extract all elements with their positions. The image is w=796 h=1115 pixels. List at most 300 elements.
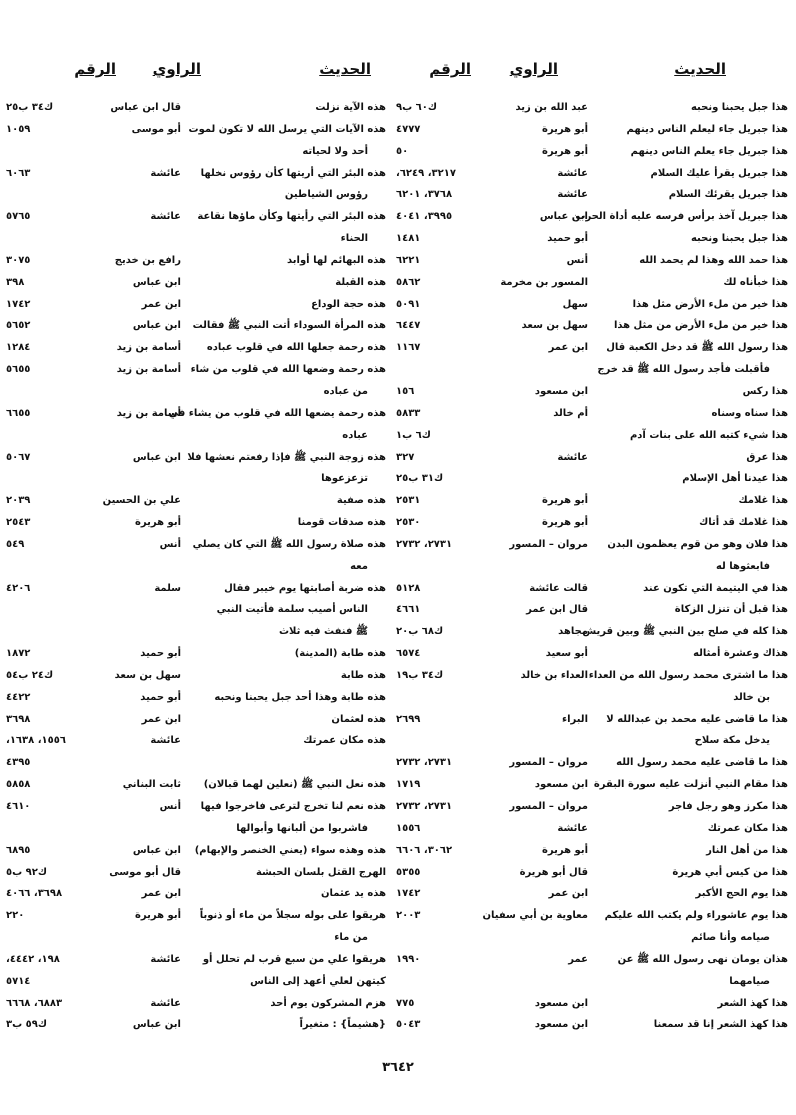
index-entry <box>396 643 788 665</box>
hadith-number: ٢٥٣٠ <box>396 517 421 529</box>
hadith-number: ١٨٧٢ <box>6 648 31 660</box>
index-entry <box>6 840 386 862</box>
hadith-number: ٣٩٨ <box>6 276 25 288</box>
narrator-name: ابن عباس <box>539 211 588 223</box>
narrator-name: سهل بن سعد <box>114 669 181 681</box>
hadith-text: هذا جبريل يقرأ عليك السلام <box>650 167 788 179</box>
hadith-number: ١٤٨١ <box>396 233 421 245</box>
narrator-name: أبو هريرة <box>542 495 588 507</box>
index-entry <box>6 490 386 512</box>
hadith-number: ٥٠٤٣ <box>396 1019 421 1031</box>
hadith-text: هذا سناه وسناه <box>711 407 788 419</box>
continuation-line <box>396 359 788 381</box>
hadith-text: هذا غلامك <box>738 495 788 507</box>
index-entry <box>6 796 386 818</box>
narrator-name: عائشة <box>150 953 181 965</box>
hadith-number: ٦٠٦٣ <box>6 167 31 179</box>
hadith-text: هذا مقام النبي أنزلت عليه سورة البقرة <box>593 779 788 791</box>
hadith-text: هذه لعثمان <box>331 713 386 725</box>
hadith-text: هذه حجة الوداع <box>311 298 386 310</box>
index-entry <box>396 141 788 163</box>
index-entry <box>6 949 386 971</box>
narrator-name: مروان – المسور <box>509 538 588 550</box>
hadith-number: ٤٣٩٥ <box>6 757 31 769</box>
hadith-number: ٥٦٥٥ <box>6 364 31 376</box>
header-hadith-right: الحديث <box>674 60 726 78</box>
hadith-text: هذه نعل النبي ﷺ (نعلين لهما قبالان) <box>203 779 386 791</box>
hadith-text: هذه البهائم لها أوابد <box>287 254 386 266</box>
hadith-number: ١٥٥٦، ١٦٣٨، <box>6 735 66 747</box>
index-entry <box>396 447 788 469</box>
index-entry <box>396 163 788 185</box>
hadith-number: ٢٠٣٩ <box>6 495 31 507</box>
hadith-number: ٣٢٧ <box>396 451 415 463</box>
hadith-text: هذه البئر التي أريتها كأن رؤوس نخلها <box>200 167 386 179</box>
hadith-text: هذه صدقات قومنا <box>297 517 386 529</box>
index-entry <box>396 425 788 447</box>
index-entry <box>6 971 386 993</box>
index-entry <box>6 905 386 927</box>
hadith-number: ١٧١٩ <box>396 779 421 791</box>
index-entry <box>6 687 386 709</box>
narrator-name: أبو سعيد <box>545 648 588 660</box>
index-entry <box>6 730 386 752</box>
narrator-name: عمر <box>568 953 588 965</box>
hadith-number: ٤٤٢٢ <box>6 691 31 703</box>
continuation-line <box>6 818 386 840</box>
hadith-text: فاشربوا من ألبانها وأبوالها <box>236 822 368 834</box>
narrator-name: ابن مسعود <box>534 779 588 791</box>
index-entry <box>396 490 788 512</box>
hadith-text: هذا حمد الله وهذا لم يحمد الله <box>639 254 788 266</box>
index-entry <box>396 862 788 884</box>
hadith-number: ٦٦٥٥ <box>6 407 31 419</box>
narrator-name: سلمة <box>154 582 181 594</box>
header-hadith-left: الحديث <box>319 60 371 78</box>
narrator-name: عائشة <box>150 997 181 1009</box>
narrator-name: أسامة بن زيد <box>116 407 181 419</box>
narrator-name: أبو هريرة <box>542 844 588 856</box>
hadith-text: هذه مكان عمرتك <box>303 735 386 747</box>
hadith-number: ٣٩٩٥، ٤٠٤١ <box>396 211 453 223</box>
hadith-text: هذا خبأناه لك <box>723 276 788 288</box>
narrator-name: سهل <box>562 298 588 310</box>
hadith-text: هذه صلاة رسول الله ﷺ التي كان يصلي <box>192 538 386 550</box>
index-entry <box>6 993 386 1015</box>
hadith-number: ٥٨٦٢ <box>396 276 421 288</box>
hadith-text: هذا يوم عاشوراء ولم يكتب الله عليكم <box>604 910 788 922</box>
continuation-line <box>396 687 788 709</box>
hadith-text: {هشيماً} : متغيراً <box>299 1019 386 1031</box>
hadith-number: ٢٠٠٣ <box>396 910 421 922</box>
hadith-text: هذا في اليتيمة التي تكون عند <box>643 582 788 594</box>
narrator-name: مروان – المسور <box>509 801 588 812</box>
hadith-number: ك٣٤ ب١٩ <box>396 669 444 681</box>
narrator-name: أنس <box>159 538 181 550</box>
hadith-number: ك٦ ب١ <box>396 429 431 441</box>
hadith-text: من عباده <box>323 385 368 397</box>
hadith-text: هذه صفية <box>336 495 386 507</box>
hadith-number: ٣٦٩٨ <box>6 713 31 725</box>
hadith-text: هذا من أهل النار <box>706 844 788 856</box>
narrator-name: ابن عمر <box>141 298 181 310</box>
hadith-text: هذا جبريل جاء يعلم الناس دينهم <box>630 145 788 157</box>
header-number-right: الرقم <box>429 60 471 78</box>
hadith-number: ٢٥٣١ <box>396 495 421 507</box>
continuation-line <box>6 556 386 578</box>
hadith-text: هزم المشركون يوم أحد <box>270 997 386 1009</box>
narrator-name: أم خالد <box>553 407 588 419</box>
hadith-number: ٥٣٥٥ <box>396 866 421 878</box>
hadith-number: ٦٨٩٥ <box>6 844 31 856</box>
hadith-text: هذه الآية نزلت <box>315 102 386 113</box>
hadith-number: ٢٧٣١، ٢٧٣٢ <box>396 757 453 769</box>
index-entry <box>6 206 386 228</box>
index-entry <box>396 119 788 141</box>
index-entry <box>6 315 386 337</box>
hadith-number: ٦٥٧٤ <box>396 648 421 660</box>
hadith-text: هذاك وعشرة أمثاله <box>693 648 788 660</box>
narrator-name: ابن عباس <box>132 844 181 856</box>
hadith-text: هذا جبل يحبنا ونحبه <box>690 233 788 245</box>
narrator-name: ابن مسعود <box>534 385 588 397</box>
narrator-name: ابن عباس <box>132 451 181 463</box>
index-entry <box>396 403 788 425</box>
narrator-name: عائشة <box>557 822 588 834</box>
hadith-text: هذه يد عثمان <box>320 888 386 900</box>
index-entry <box>396 184 788 206</box>
hadith-number: ٢٥٤٣ <box>6 517 31 529</box>
index-entry <box>6 294 386 316</box>
narrator-name: أبو هريرة <box>135 517 181 529</box>
index-entry <box>6 643 386 665</box>
index-entry <box>6 709 386 731</box>
hadith-number: ٥٧٦٥ <box>6 211 31 223</box>
index-entry <box>6 163 386 185</box>
hadith-number: ٥٠٦٧ <box>6 451 31 463</box>
index-entry <box>396 818 788 840</box>
continuation-line <box>6 468 386 490</box>
hadith-number: ١٢٨٤ <box>6 342 31 354</box>
hadith-text: هذا جبريل يقرئك السلام <box>668 189 788 201</box>
index-entry <box>6 1014 386 1036</box>
index-entry <box>396 250 788 272</box>
index-entry <box>396 228 788 250</box>
narrator-name: ابن عباس <box>132 1019 181 1031</box>
narrator-name: البراء <box>561 713 588 725</box>
hadith-text: هذه وهذه سواء (يعني الخنصر والإبهام) <box>194 844 386 856</box>
index-entry <box>6 359 386 381</box>
narrator-name: عائشة <box>557 451 588 463</box>
hadith-text: هذه زوجة النبي ﷺ فإذا رفعتم نعشها فلا <box>187 451 386 463</box>
continuation-line <box>6 228 386 250</box>
hadith-number: ك٥٩ ب٣ <box>6 1019 48 1031</box>
hadith-number: ٢٦٩٩ <box>396 713 421 725</box>
hadith-text: هذا غلامك قد أتاك <box>699 517 788 529</box>
hadith-text: هذه الآيات التي يرسل الله لا تكون لموت <box>188 123 386 135</box>
narrator-name: ابن عمر <box>548 342 588 354</box>
hadith-text: هذا ركس <box>742 385 788 397</box>
hadith-text: هذه رحمة جعلها الله في قلوب عباده <box>206 342 386 354</box>
narrator-name: العداء بن خالد <box>520 669 588 681</box>
hadith-text: أحد ولا لحياته <box>302 145 368 157</box>
narrator-name: المسور بن مخرمة <box>500 276 588 288</box>
hadith-text: بن خالد <box>733 691 770 703</box>
narrator-name: قالت عائشة <box>529 582 588 594</box>
hadith-text: هذا خير من ملء الأرض من مثل هذا <box>613 320 788 332</box>
continuation-line <box>396 730 788 752</box>
hadith-number: ٦٢٢١ <box>396 254 421 266</box>
hadith-text: ﷺ فنفث فيه ثلاث <box>278 626 368 638</box>
hadith-text: هذا خير من ملء الأرض مثل هذا <box>632 298 788 310</box>
hadith-text: يدخل مكة سلاح <box>694 735 770 747</box>
index-entry <box>6 97 386 119</box>
narrator-name: سهل بن سعد <box>521 320 588 332</box>
index-entry <box>396 468 788 490</box>
hadith-number: ك٣١ ب٢٥ <box>396 473 444 485</box>
narrator-name: عبد الله بن زيد <box>515 102 588 113</box>
hadith-number: ٥٠ <box>396 145 409 157</box>
hadith-text: فأقبلت فأجد رسول الله ﷺ قد خرج <box>597 364 770 376</box>
hadith-number: ٥٠٩١ <box>396 298 421 310</box>
hadith-text: تزعزعوها <box>321 473 368 485</box>
hadith-text: هذا رسول الله ﷺ قد دخل الكعبة قال <box>606 342 788 354</box>
narrator-name: عائشة <box>150 211 181 223</box>
page-number: ٣٦٤٢ <box>382 1060 414 1075</box>
index-entry <box>396 840 788 862</box>
narrator-name: أبو حميد <box>547 233 588 245</box>
narrator-name: أنس <box>566 254 588 266</box>
narrator-name: عائشة <box>150 167 181 179</box>
narrator-name: ثابت البناني <box>122 779 181 791</box>
hadith-text: هذه رحمة وضعها الله في قلوب من شاء <box>190 364 386 376</box>
narrator-name: أبو هريرة <box>542 517 588 529</box>
hadith-text: هذان يومان نهى رسول الله ﷺ عن <box>617 953 788 965</box>
index-entry <box>396 578 788 600</box>
hadith-text: هذا كله في صلح بين النبي ﷺ وبين قريش <box>582 626 788 638</box>
hadith-text: هذا عيدنا أهل الإسلام <box>682 473 788 485</box>
hadith-text: هذه طابة وهذا أحد جبل يحبنا ونحبه <box>214 691 386 703</box>
hadith-number: ٣٧٦٨، ٦٢٠١ <box>396 189 453 201</box>
narrator-name: رافع بن خديج <box>114 254 181 266</box>
hadith-text: هذه نعم لنا تخرج لترعى فاخرجوا فيها <box>200 801 386 812</box>
index-entry <box>396 774 788 796</box>
hadith-number: ١٥٦ <box>396 385 415 397</box>
hadith-number: ١٩٩٠ <box>396 953 421 965</box>
narrator-name: عائشة <box>557 189 588 201</box>
hadith-number: ٥٦٥٢ <box>6 320 31 332</box>
hadith-text: هذه ضربة أصابتها يوم خيبر فقال <box>224 582 386 594</box>
hadith-text: هذه طابة <box>340 669 386 681</box>
hadith-text: هذا جبل يحبنا ونحبه <box>690 102 788 113</box>
index-entry <box>396 599 788 621</box>
continuation-line <box>6 621 386 643</box>
narrator-name: أبو هريرة <box>135 910 181 922</box>
hadith-text: هذا كهذ الشعر إنا قد سمعنا <box>653 1019 788 1031</box>
index-entry <box>6 403 386 425</box>
left-index-column <box>6 97 386 1036</box>
hadith-number: ٣٠٦٢، ٦٦٠٦ <box>396 844 453 856</box>
narrator-name: أسامة بن زيد <box>116 342 181 354</box>
index-entry <box>396 621 788 643</box>
hadith-text: هذا كهذ الشعر <box>717 997 788 1009</box>
hadith-number: ٥٤٩ <box>6 538 25 550</box>
continuation-line <box>6 927 386 949</box>
hadith-number: ك٦٨ ب٢٠ <box>396 626 444 638</box>
hadith-text: هذا ما اشترى محمد رسول الله من العداء <box>588 669 788 681</box>
hadith-text: هذا مكان عمرتك <box>707 822 788 834</box>
continuation-line <box>6 141 386 163</box>
index-entry <box>6 119 386 141</box>
narrator-name: ابن مسعود <box>534 997 588 1009</box>
hadith-text: هريقوا علي من سبع قرب لم تحلل أو <box>202 953 386 965</box>
hadith-number: ٦٨٨٣، ٦٦٦٨ <box>6 997 63 1009</box>
hadith-number: ٣٢١٧، ٦٢٤٩، <box>396 167 456 179</box>
hadith-text: صيامهما <box>729 975 770 987</box>
index-entry <box>6 862 386 884</box>
narrator-name: قال أبو هريرة <box>519 866 588 878</box>
header-narrator-left: الراوي <box>152 60 201 78</box>
index-entry <box>396 709 788 731</box>
index-entry <box>396 665 788 687</box>
index-entry <box>396 1014 788 1036</box>
hadith-text: الناس أصيب سلمة فأتيت النبي <box>216 604 368 616</box>
index-entry <box>6 512 386 534</box>
index-entry <box>396 512 788 534</box>
hadith-number: ١١٦٧ <box>396 342 421 354</box>
hadith-text: هذه رحمة يضعها الله في قلوب من يشاء في <box>168 407 386 419</box>
hadith-text: هذه طابة (المدينة) <box>294 648 386 660</box>
header-number-left: الرقم <box>74 60 116 78</box>
hadith-number: ٥١٢٨ <box>396 582 421 594</box>
continuation-line <box>6 184 386 206</box>
index-entry <box>396 752 788 774</box>
hadith-text: صيامه وأنا صائم <box>691 932 770 944</box>
index-entry <box>6 578 386 600</box>
hadith-number: ٢٧٣١، ٢٧٣٢ <box>396 538 453 550</box>
narrator-name: ابن مسعود <box>534 1019 588 1031</box>
narrator-name: مروان – المسور <box>509 757 588 769</box>
hadith-number: ١٧٤٢ <box>396 888 421 900</box>
narrator-name: أبو حميد <box>140 648 181 660</box>
index-entry <box>396 97 788 119</box>
hadith-text: هذا فلان وهو من قوم يعظمون البدن <box>607 538 788 550</box>
index-entry <box>396 294 788 316</box>
narrator-name: قال أبو موسى <box>109 866 181 878</box>
narrator-name: ابن عباس <box>132 320 181 332</box>
index-entry <box>6 752 386 774</box>
hadith-number: ١٧٤٢ <box>6 298 31 310</box>
hadith-number: ٢٧٣١، ٢٧٣٢ <box>396 801 453 812</box>
narrator-name: أبو هريرة <box>542 145 588 157</box>
narrator-name: أبو حميد <box>140 691 181 703</box>
index-entry <box>396 534 788 556</box>
hadith-text: هذا مكرز وهو رجل فاجر <box>668 801 788 812</box>
hadith-number: ٤٢٠٦ <box>6 582 31 594</box>
continuation-line <box>396 971 788 993</box>
hadith-text: الحناء <box>340 233 368 245</box>
narrator-name: أبو موسى <box>131 123 181 135</box>
hadith-text: كيتهن لعلي أعهد إلى الناس <box>250 975 386 987</box>
continuation-line <box>6 425 386 447</box>
index-entry <box>6 250 386 272</box>
narrator-name: أسامة بن زيد <box>116 364 181 376</box>
hadith-text: فابعثوها له <box>715 560 770 572</box>
continuation-line <box>396 927 788 949</box>
hadith-number: ٥٧١٤ <box>6 975 31 987</box>
hadith-text: هذا يوم الحج الأكبر <box>695 888 788 900</box>
hadith-text: هذا ما قاضى عليه محمد بن عبدالله لا <box>606 713 788 725</box>
hadith-number: ٣٠٧٥ <box>6 254 31 266</box>
narrator-name: عائشة <box>557 167 588 179</box>
index-entry <box>6 665 386 687</box>
continuation-line <box>396 556 788 578</box>
hadith-number: ٧٧٥ <box>396 997 415 1009</box>
index-entry <box>6 534 386 556</box>
index-entry <box>396 883 788 905</box>
hadith-number: ٥٨٥٨ <box>6 779 31 791</box>
index-entry <box>396 206 788 228</box>
index-entry <box>6 337 386 359</box>
hadith-text: عباده <box>342 429 368 441</box>
hadith-text: هذا قبل أن تنزل الزكاة <box>674 604 788 616</box>
narrator-name: ابن عمر <box>141 888 181 900</box>
hadith-number: ١٩٨، ٤٤٤٢، <box>6 953 60 965</box>
right-index-column <box>396 97 788 1036</box>
hadith-text: هذا عرق <box>746 451 788 463</box>
hadith-number: ٦٤٤٧ <box>396 320 421 332</box>
hadith-number: ك٦٠ ب٩ <box>396 102 438 113</box>
header-narrator-right: الراوي <box>509 60 558 78</box>
index-entry <box>396 315 788 337</box>
hadith-text: هذه القبلة <box>335 276 386 288</box>
hadith-text: هذا جبريل آخذ برأس فرسه عليه أداة الحرب <box>575 211 788 223</box>
narrator-name: علي بن الحسين <box>102 495 181 507</box>
hadith-text: الهرج القتل بلسان الحبشة <box>255 866 386 878</box>
hadith-text: رؤوس الشياطين <box>284 189 368 201</box>
narrator-name: أبو هريرة <box>542 123 588 135</box>
hadith-number: ٤٧٧٧ <box>396 123 421 135</box>
narrator-name: مجاهد <box>558 626 588 638</box>
index-entry <box>396 905 788 927</box>
hadith-text: هذا جبريل جاء ليعلم الناس دينهم <box>626 123 788 135</box>
hadith-number: ٤٦٦١ <box>396 604 421 616</box>
narrator-name: عائشة <box>150 735 181 747</box>
index-entry <box>6 774 386 796</box>
hadith-number: ٢٢٠ <box>6 910 25 922</box>
narrator-name: أنس <box>159 801 181 812</box>
hadith-text: هذا ما قاضى عليه محمد رسول الله <box>616 757 788 769</box>
index-entry <box>396 993 788 1015</box>
hadith-number: ٥٨٣٣ <box>396 407 421 419</box>
continuation-line <box>6 381 386 403</box>
hadith-text: من ماء <box>334 932 368 944</box>
index-entry <box>396 796 788 818</box>
index-entry <box>6 447 386 469</box>
index-entry <box>396 337 788 359</box>
hadith-text: هريقوا على بوله سجلاً من ماء أو ذنوباً <box>199 910 386 922</box>
index-entry <box>6 272 386 294</box>
hadith-number: ٤٦١٠ <box>6 801 31 812</box>
narrator-name: ابن عباس <box>132 276 181 288</box>
narrator-name: قال ابن عباس <box>110 102 181 113</box>
hadith-number: ١٠٥٩ <box>6 123 31 135</box>
hadith-text: هذه البئر التي رأيتها وكأن ماؤها نقاعة <box>197 211 386 223</box>
continuation-line <box>6 599 386 621</box>
narrator-name: قال ابن عمر <box>526 604 588 616</box>
hadith-number: ٣٦٩٨، ٤٠٦٦ <box>6 888 63 900</box>
index-entry <box>396 381 788 403</box>
